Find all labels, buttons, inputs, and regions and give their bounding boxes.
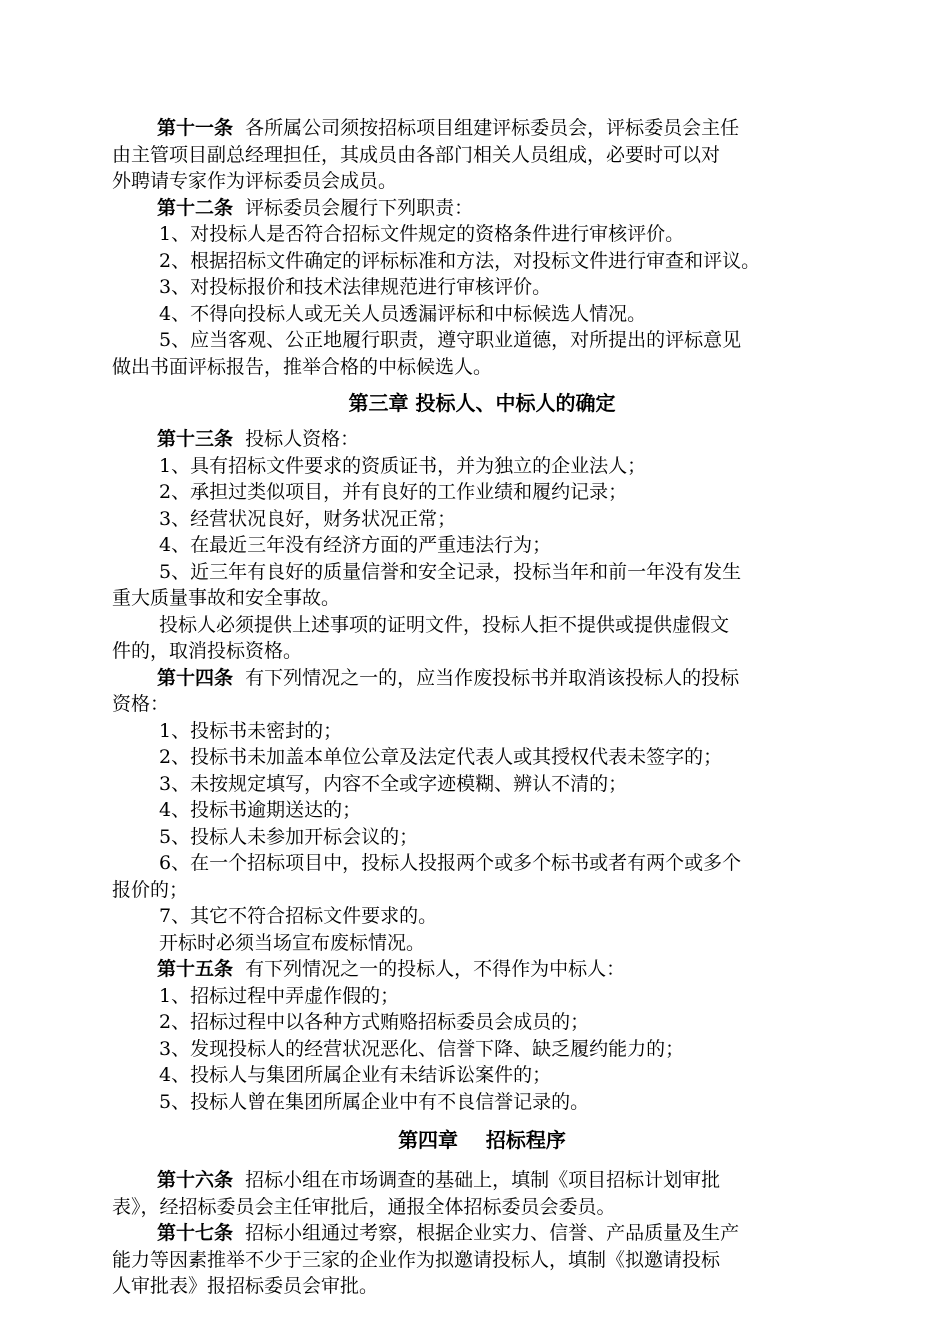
list-item: 3、对投标报价和技术法律规范进行审核评价。 bbox=[159, 276, 552, 298]
list-item-continuation: 重大质量事故和安全事故。 bbox=[112, 587, 341, 609]
list-item: 3、发现投标人的经营状况恶化、信誉下降、缺乏履约能力的； bbox=[159, 1037, 685, 1060]
list-item: 2、承担过类似项目，并有良好的工作业绩和履约记录； bbox=[159, 481, 628, 503]
list-item-continuation: 报价的； bbox=[112, 878, 189, 901]
article-16-heading: 第十六条 bbox=[157, 1169, 234, 1191]
article-17-heading: 第十七条 bbox=[157, 1222, 234, 1244]
list-item: 1、招标过程中弄虚作假的； bbox=[159, 984, 400, 1007]
list-item: 3、未按规定填写，内容不全或字迹模糊、辨认不清的； bbox=[159, 772, 628, 795]
article-11-line-3: 外聘请专家作为评标委员会成员。 bbox=[112, 170, 398, 192]
article-12-heading: 第十二条 bbox=[157, 196, 234, 219]
list-item: 2、投标书未加盖本单位公章及法定代表人或其授权代表未签字的； bbox=[159, 746, 723, 768]
list-item-continuation: 做出书面评标报告，推举合格的中标候选人。 bbox=[112, 355, 493, 378]
article-14-note: 开标时必须当场宣布废标情况。 bbox=[159, 931, 426, 954]
list-item: 7、其它不符合招标文件要求的。 bbox=[159, 905, 438, 927]
list-item: 5、投标人曾在集团所属企业中有不良信誉记录的。 bbox=[159, 1090, 590, 1113]
list-item: 2、根据招标文件确定的评标标准和方法，对投标文件进行审查和评议。 bbox=[159, 249, 761, 272]
list-item: 5、近三年有良好的质量信誉和安全记录，投标当年和前一年没有发生 bbox=[159, 560, 742, 583]
list-item: 5、投标人未参加开标会议的； bbox=[159, 825, 419, 848]
article-16-line-1: 第十六条 招标小组在市场调查的基础上，填制《项目招标计划审批 bbox=[157, 1169, 721, 1191]
document-page bbox=[112, 115, 852, 1300]
article-14-heading: 第十四条 bbox=[157, 666, 234, 689]
article-17-line-1: 第十七条 招标小组通过考察，根据企业实力、信誉、产品质量及生产 bbox=[157, 1222, 740, 1244]
chapter-4-title: 第四章 招标程序 bbox=[398, 1128, 566, 1152]
article-11-heading: 第十一条 bbox=[157, 117, 234, 139]
article-11-line-2: 由主管项目副总经理担任，其成员由各部门相关人员组成，必要时可以对 bbox=[112, 143, 721, 166]
article-15-heading: 第十五条 bbox=[157, 958, 234, 980]
list-item: 5、应当客观、公正地履行职责，遵守职业道德，对所提出的评标意见 bbox=[159, 329, 742, 351]
list-item: 1、投标书未密封的； bbox=[159, 719, 343, 742]
chapter-3-title: 第三章 投标人、中标人的确定 bbox=[348, 391, 616, 415]
article-17-line-3: 人审批表》报招标委员会审批。 bbox=[112, 1275, 379, 1297]
list-item: 6、在一个招标项目中，投标人投报两个或多个标书或者有两个或多个 bbox=[159, 852, 742, 874]
list-item: 2、招标过程中以各种方式贿赂招标委员会成员的； bbox=[159, 1011, 590, 1033]
article-13-note-line-1: 投标人必须提供上述事项的证明文件，投标人拒不提供或提供虚假文 bbox=[159, 613, 730, 636]
list-item: 4、不得向投标人或无关人员透漏评标和中标候选人情况。 bbox=[159, 302, 647, 325]
article-15-line-1: 第十五条 有下列情况之一的投标人，不得作为中标人： bbox=[157, 958, 626, 980]
article-14-line-1: 第十四条 有下列情况之一的，应当作废投标书并取消该投标人的投标 bbox=[157, 666, 740, 689]
article-16-line-2: 表》，经招标委员会主任审批后，通报全体招标委员会委员。 bbox=[112, 1195, 616, 1218]
list-item: 4、投标人与集团所属企业有未结诉讼案件的； bbox=[159, 1064, 552, 1086]
list-item: 1、具有招标文件要求的资质证书，并为独立的企业法人； bbox=[159, 454, 647, 477]
article-13-heading: 第十三条 bbox=[157, 428, 234, 450]
article-12-line-1: 第十二条 评标委员会履行下列职责： bbox=[157, 196, 474, 219]
article-13-note-line-2: 件的，取消投标资格。 bbox=[112, 640, 303, 662]
article-13-line-1: 第十三条 投标人资格： bbox=[157, 428, 360, 450]
article-11-line-1: 第十一条 各所属公司须按招标项目组建评标委员会，评标委员会主任 bbox=[157, 117, 740, 139]
list-item: 4、在最近三年没有经济方面的严重违法行为； bbox=[159, 534, 552, 556]
list-item: 3、经营状况良好，财务状况正常； bbox=[159, 507, 457, 530]
article-14-line-2: 资格： bbox=[112, 693, 170, 715]
article-17-line-2: 能力等因素推举不少于三家的企业作为拟邀请投标人，填制《拟邀请投标 bbox=[112, 1248, 721, 1271]
list-item: 4、投标书逾期送达的； bbox=[159, 799, 362, 821]
list-item: 1、对投标人是否符合招标文件规定的资格条件进行审核评价。 bbox=[159, 223, 685, 245]
